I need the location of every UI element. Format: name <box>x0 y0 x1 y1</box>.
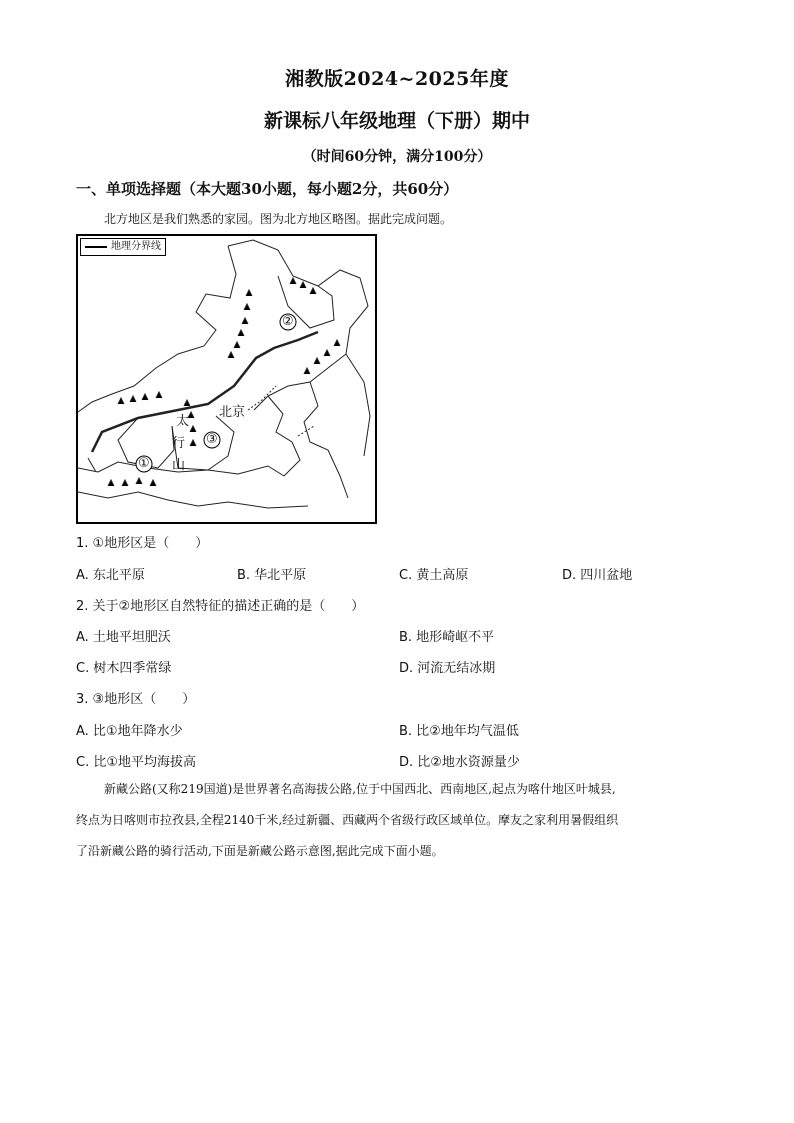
exam-title-line2: 新课标八年级地理（下册）期中 <box>263 110 530 132</box>
taihang-label-1: 太 <box>176 414 190 429</box>
question-1-option-c[interactable]: C. 黄土高原 <box>399 568 469 583</box>
section-heading: 一、单项选择题（本大题30小题，每小题2分，共60分） <box>76 180 459 198</box>
question-2-option-b[interactable]: B. 地形崎岖不平 <box>399 630 495 645</box>
taihang-label-2: 行 <box>172 436 186 451</box>
question-3-option-c[interactable]: C. 比①地平均海拔高 <box>76 755 196 770</box>
northeast-border <box>228 240 368 410</box>
question-2-option-c[interactable]: C. 树木四季常绿 <box>76 661 172 676</box>
geographic-boundary <box>92 332 318 452</box>
beijing-label: 北京 <box>219 405 246 420</box>
region1-label: ① <box>138 456 150 471</box>
legend-label: 地理分界线 <box>111 241 161 252</box>
question-2-option-a[interactable]: A. 土地平坦肥沃 <box>76 630 171 645</box>
exam-subtitle: （时间60分钟，满分100分） <box>302 149 492 165</box>
passage-xinjiang-tibet-road <box>76 774 716 867</box>
north-region-map <box>76 234 377 524</box>
passage-line-1: 新藏公路(又称219国道)是世界著名高海拔公路,位于中国西北、西南地区,起点为喀什地区叶城县, <box>104 782 616 796</box>
coastline <box>304 382 348 498</box>
question-1-option-a[interactable]: A. 东北平原 <box>76 568 145 583</box>
region2-label: ② <box>282 314 294 329</box>
map-drawing <box>78 236 375 522</box>
question-intro: 北方地区是我们熟悉的家园。图为北方地区略图。据此完成问题。 <box>104 212 453 226</box>
passage-line-3: 了沿新藏公路的骑行活动,下面是新藏公路示意图,据此完成下面小题。 <box>76 844 444 858</box>
greater-khingan-range <box>228 290 252 358</box>
question-2-option-d[interactable]: D. 河流无结冰期 <box>399 661 496 676</box>
question-1-stem: 1. ①地形区是（ ） <box>76 536 209 551</box>
question-1-option-d[interactable]: D. 四川盆地 <box>562 568 633 583</box>
region3-label: ③ <box>206 432 218 447</box>
legend-line-symbol <box>85 246 107 248</box>
taihang-label-3: 山 <box>172 458 186 473</box>
question-3-option-b[interactable]: B. 比②地年均气温低 <box>399 724 519 739</box>
question-2-stem: 2. 关于②地形区自然特征的描述正确的是（ ） <box>76 599 365 614</box>
map-legend <box>80 238 166 256</box>
yinshan-range <box>118 392 162 404</box>
question-3-stem: 3. ③地形区（ ） <box>76 692 196 707</box>
exam-title-line1: 湘教版2024~2025年度 <box>285 68 509 90</box>
qinling-range <box>108 478 156 486</box>
question-1-option-b[interactable]: B. 华北平原 <box>237 568 307 583</box>
passage-line-2: 终点为日喀则市拉孜县,全程2140千米,经过新疆、西藏两个省级行政区域单位。摩友之家利用暑假组织 <box>76 813 619 827</box>
question-3-option-d[interactable]: D. 比②地水资源量少 <box>399 755 520 770</box>
changbai-range <box>304 340 340 374</box>
question-3-option-a[interactable]: A. 比①地年降水少 <box>76 724 183 739</box>
north-border <box>78 246 236 412</box>
